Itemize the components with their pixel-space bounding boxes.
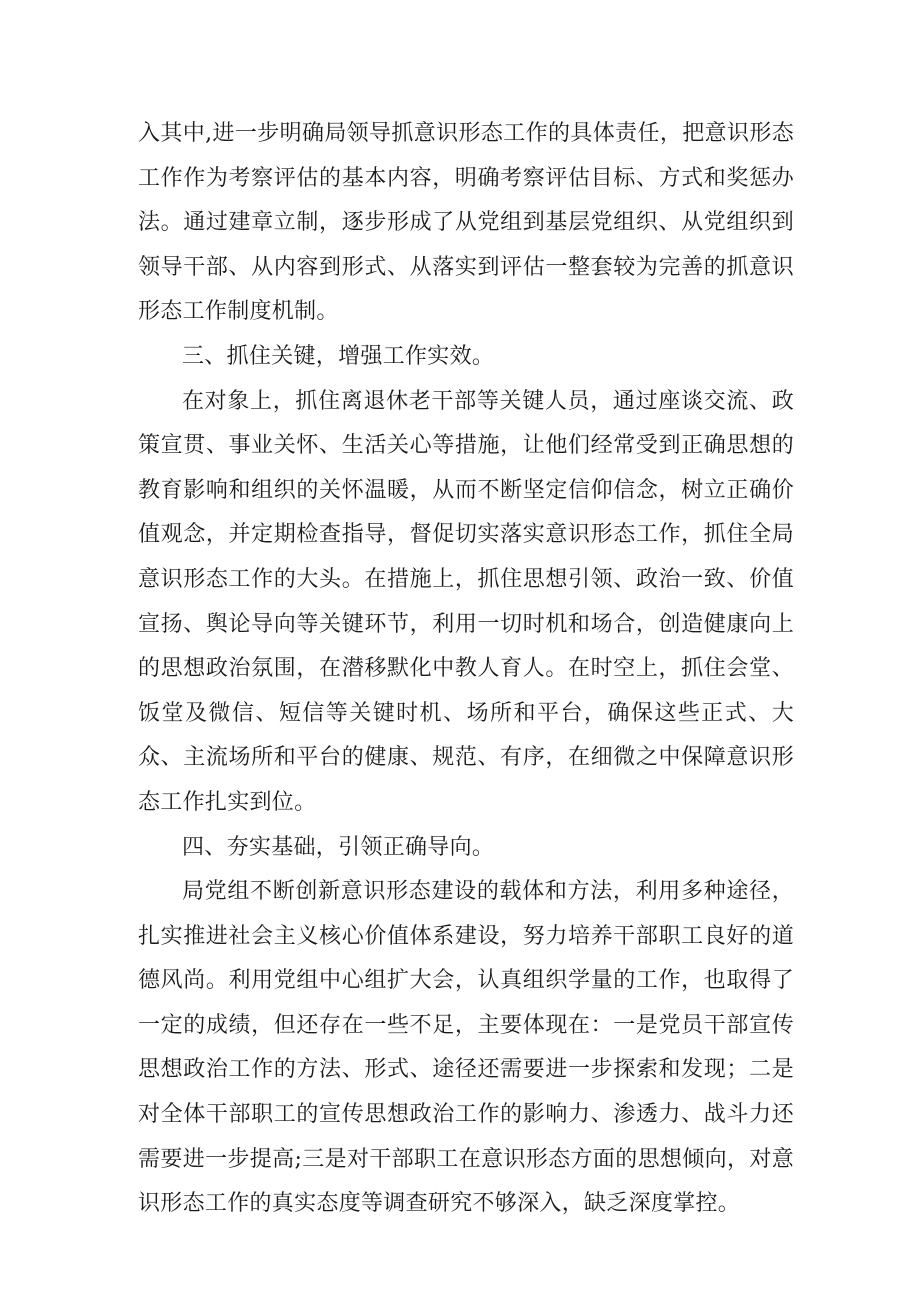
paragraph-continuation: 入其中,进一步明确局领导抓意识形态工作的具体责任，把意识形态工作作为考察评估的基本内容，明确考察评估目标、方式和奖惩办法。通过建章立制，逐步形成了从党组到基层党组织、从党组织到领导干部、从内容到形式、从落实到评估一整套较为完善的抓意识形态工作制度机制。: [138, 121, 794, 325]
document-body: [138, 112, 794, 1227]
section-heading-4: 四、夯实基础，引领正确导向。: [182, 834, 495, 860]
section-heading-3: 三、抓住关键，增强工作实效。: [182, 343, 495, 369]
paragraph-section-3-body: 在对象上，抓住离退休老干部等关键人员，通过座谈交流、政策宣贯、事业关怀、生活关心等措施，让他们经常受到正确思想的教育影响和组织的关怀温暖，从而不断坚定信仰信念，树立正确价值观念，并定期检查指导，督促切实落实意识形态工作，抓住全局意识形态工作的大头。在措施上，抓住思想引领、政治一致、价值宣扬、舆论导向等关键环节，利用一切时机和场合，创造健康向上的思想政治氛围，在潜移默化中教人育人。在时空上，抓住会堂、饭堂及微信、短信等关键时机、场所和平台，确保这些正式、大众、主流场所和平台的健康、规范、有序，在细微之中保障意识形态工作扎实到位。: [138, 388, 794, 815]
paragraph-section-4-body: 局党组不断创新意识形态建设的载体和方法，利用多种途径，扎实推进社会主义核心价值体系建设，努力培养干部职工良好的道德风尚。利用党组中心组扩大会，认真组织学量的工作，也取得了一定的成绩，但还存在一些不足，主要体现在：一是党员干部宣传思想政治工作的方法、形式、途径还需要进一步探索和发现；二是对全体干部职工的宣传思想政治工作的影响力、渗透力、战斗力还需要进一步提高;三是对干部职工在意识形态方面的思想倾向，对意识形态工作的真实态度等调查研究不够深入，缺乏深度掌控。: [138, 879, 794, 1217]
